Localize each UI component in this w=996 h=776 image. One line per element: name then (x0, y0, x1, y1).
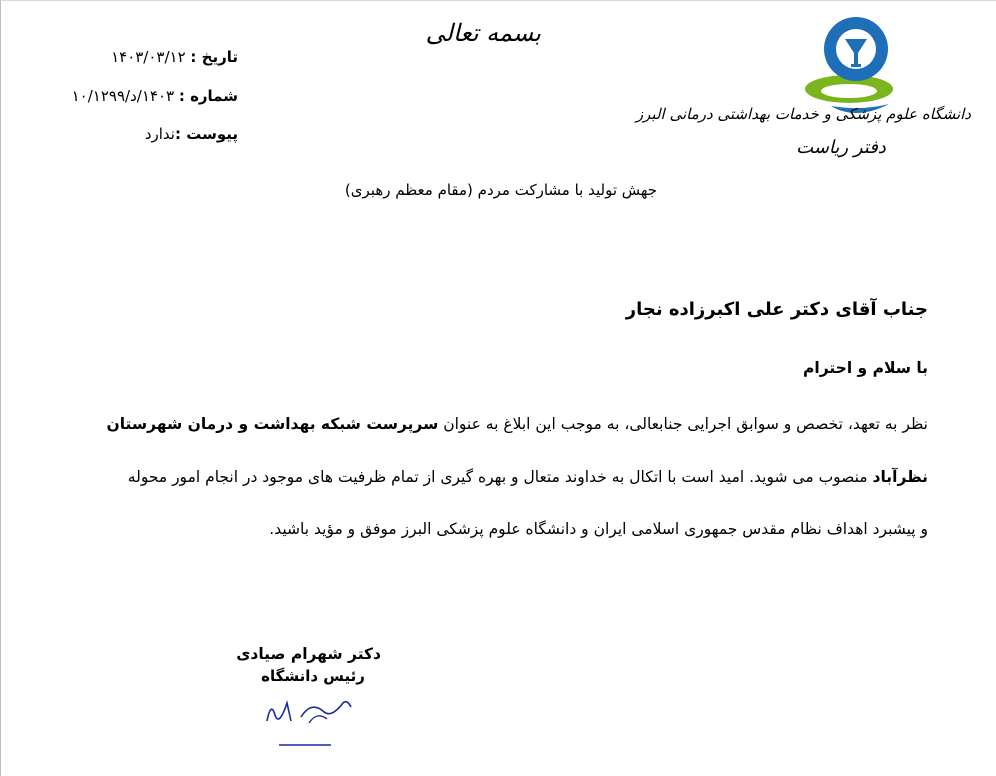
body-line-1-text: نظر به تعهد، تخصص و سوابق اجرایی جنابعالی، به موجب این ابلاغ به عنوان (438, 415, 928, 433)
position-title: سرپرست شبکه بهداشت و درمان شهرستان (106, 415, 439, 433)
date-label: تاریخ : (190, 48, 238, 66)
number-value: ۱۴۰۳/د/۱۰/۱۲۹۹ (71, 87, 175, 105)
number-row (72, 87, 238, 105)
body-line-3: و پیشبرد اهداف نظام مقدس جمهوری اسلامی ایران و دانشگاه علوم پزشکی البرز موفق و مؤید باشید. (269, 520, 928, 538)
body-line-1 (106, 415, 928, 433)
signatory-title: رئیس دانشگاه (261, 667, 365, 685)
attachment-value: ندارد (144, 125, 175, 143)
date-row (111, 48, 238, 66)
attachment-row (145, 125, 238, 143)
date-value: ۱۴۰۳/۰۳/۱۲ (111, 48, 186, 66)
signatory-name: دکتر شهرام صیادی (236, 645, 381, 663)
addressee: جناب آقای دکتر علی اکبرزاده نجار (625, 299, 928, 320)
body-line-2-text: منصوب می شوید. امید است با اتکال به خداوند متعال و بهره گیری از تمام ظرفیت های موجود در انجام امور محوله (127, 468, 873, 486)
attachment-label: پیوست : (174, 125, 238, 143)
handwritten-signature (251, 681, 371, 751)
body-line-2 (128, 468, 928, 486)
university-name: دانشگاه علوم پزشکی و خدمات بهداشتی درمانی البرز (635, 105, 971, 123)
bismillah-heading: بسمه تعالی (425, 19, 541, 47)
office-name: دفتر ریاست (796, 137, 886, 158)
motto-line: جهش تولید با مشارکت مردم (مقام معظم رهبری) (344, 181, 658, 199)
greeting: با سلام و احترام (803, 359, 928, 377)
number-label: شماره : (178, 87, 238, 105)
city-name: نظرآباد (872, 468, 928, 486)
